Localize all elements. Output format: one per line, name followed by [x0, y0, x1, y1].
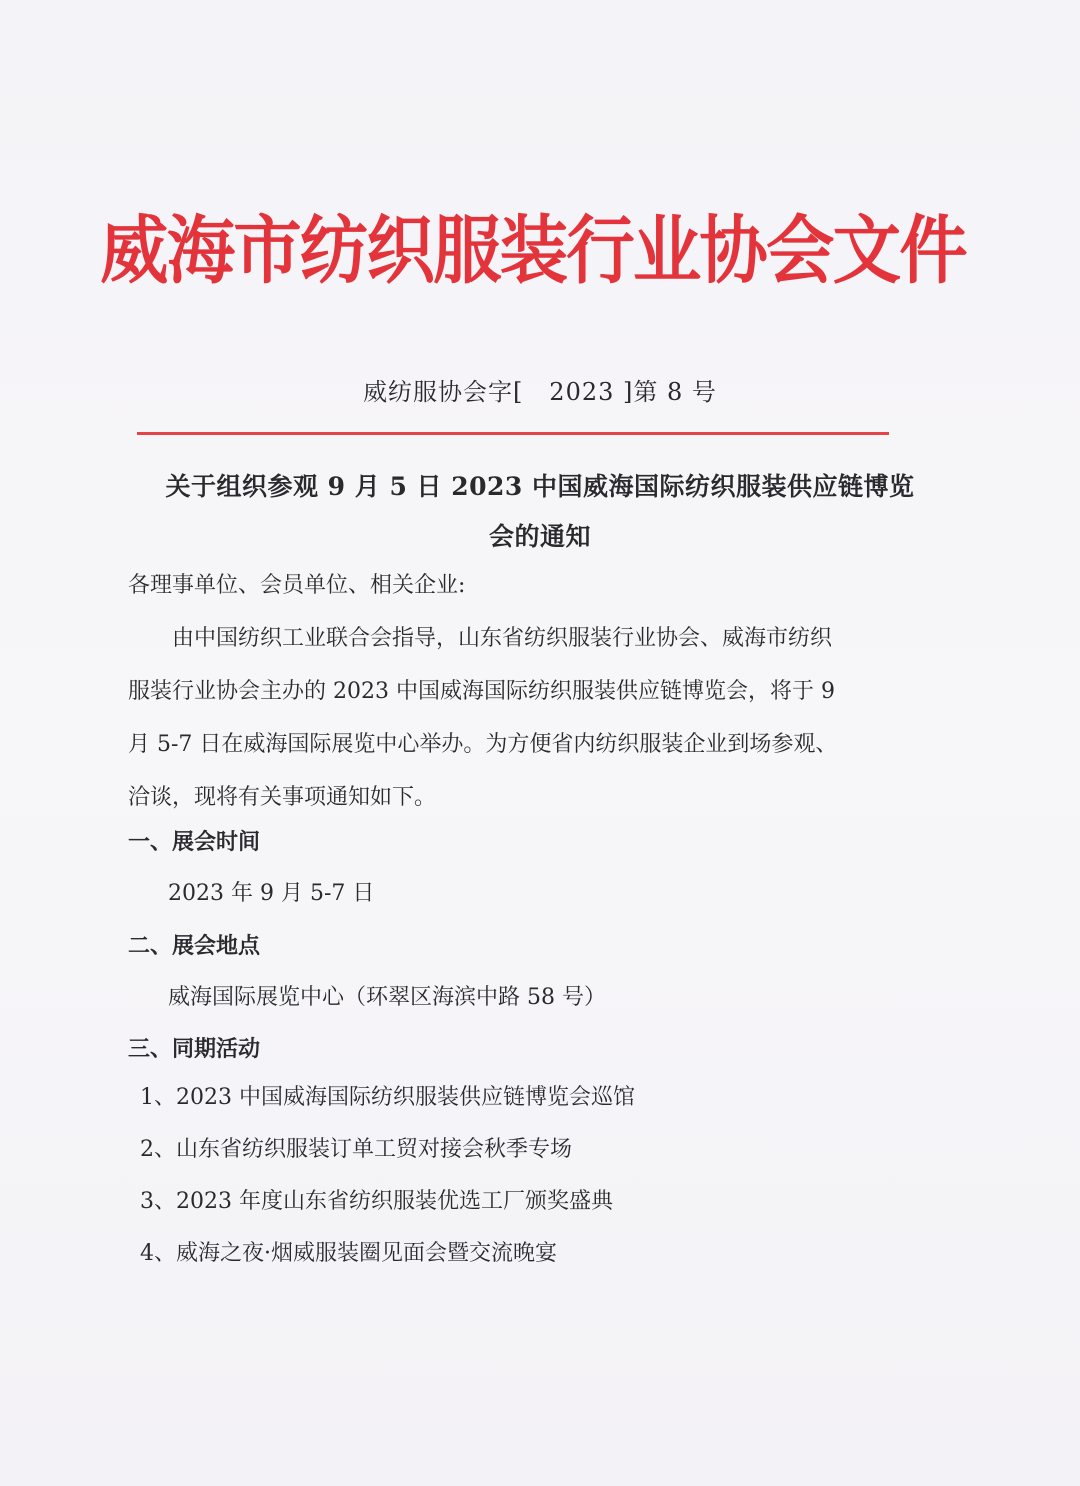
intro-line-3: 月 5-7 日在威海国际展览中心举办。为方便省内纺织服装企业到场参观、	[128, 732, 838, 757]
notice-title	[125, 462, 955, 562]
section-heading-location: 二、展会地点	[128, 933, 261, 959]
document-number: 威纺服协会字[ 2023 ]第 8 号	[363, 378, 717, 406]
activity-item-3: 3、2023 年度山东省纺织服装优选工厂颁奖盛典	[140, 1189, 613, 1214]
salutation: 各理事单位、会员单位、相关企业:	[128, 573, 466, 598]
section-heading-activities: 三、同期活动	[128, 1036, 261, 1062]
activity-item-1: 1、2023 中国威海国际纺织服装供应链博览会巡馆	[140, 1085, 635, 1110]
section-heading-time: 一、展会时间	[128, 829, 261, 855]
notice-title-line-1: 关于组织参观 9 月 5 日 2023 中国威海国际纺织服装供应链博览	[165, 472, 915, 501]
section-item-time: 2023 年 9 月 5-7 日	[168, 881, 375, 906]
notice-title-line-2: 会的通知	[488, 522, 591, 551]
intro-line-2: 服装行业协会主办的 2023 中国威海国际纺织服装供应链博览会，将于 9	[128, 679, 835, 704]
activity-item-4: 4、威海之夜·烟威服装圈见面会暨交流晚宴	[140, 1241, 557, 1266]
red-rule	[137, 432, 889, 435]
intro-line-4: 洽谈，现将有关事项通知如下。	[128, 785, 437, 810]
intro-line-1: 由中国纺织工业联合会指导，山东省纺织服装行业协会、威海市纺织	[172, 626, 833, 651]
masthead-title: 威海市纺织服装行业协会文件	[100, 208, 966, 294]
section-item-location: 威海国际展览中心（环翠区海滨中路 58 号）	[168, 985, 606, 1010]
intro-paragraph	[128, 612, 928, 824]
activity-item-2: 2、山东省纺织服装订单工贸对接会秋季专场	[140, 1137, 572, 1162]
